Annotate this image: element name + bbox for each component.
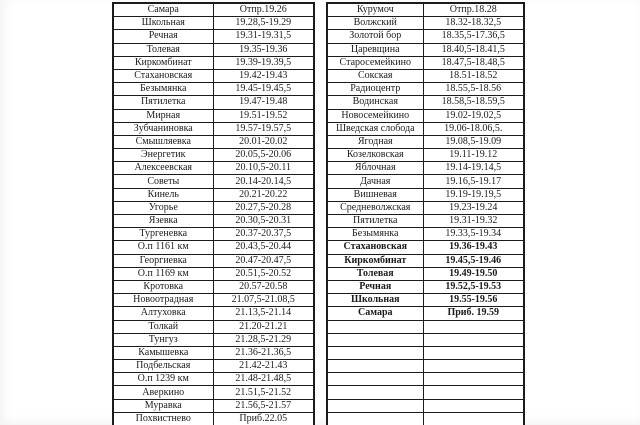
station-cell: Аверкино — [113, 386, 213, 399]
station-cell: Самара — [113, 3, 213, 17]
time-cell: 18.51-18.52 — [423, 69, 524, 82]
station-cell — [327, 373, 423, 386]
station-cell: Безымянка — [113, 83, 213, 96]
station-cell: Водинская — [327, 96, 423, 109]
table-row — [113, 267, 314, 280]
station-cell: Стахановская — [327, 241, 423, 254]
table-row — [327, 175, 524, 188]
station-cell: О.п 1169 км — [113, 267, 213, 280]
station-cell: Похвистнево — [113, 412, 213, 425]
time-cell: 21.51,5-21.52 — [213, 386, 314, 399]
station-cell: Речная — [327, 280, 423, 293]
table-row — [113, 412, 314, 425]
table-row — [327, 215, 524, 228]
table-row — [327, 109, 524, 122]
time-cell: 18.58,5-18.59,5 — [423, 96, 524, 109]
table-row — [113, 307, 314, 320]
time-cell: Приб.22.05 — [213, 412, 314, 425]
station-cell: Толевая — [327, 267, 423, 280]
table-row — [327, 412, 524, 425]
table-row — [327, 69, 524, 82]
table-row — [327, 280, 524, 293]
time-cell: 19.11-19.12 — [423, 149, 524, 162]
table-row — [113, 280, 314, 293]
time-cell: 20.43,5-20.44 — [213, 241, 314, 254]
table-row — [113, 149, 314, 162]
table-row — [113, 215, 314, 228]
time-cell: 20.05,5-20.06 — [213, 149, 314, 162]
table-row — [113, 373, 314, 386]
table-row — [327, 30, 524, 43]
table-row — [327, 17, 524, 30]
time-cell: 20.57-20.58 — [213, 280, 314, 293]
table-row — [327, 307, 524, 320]
table-row — [113, 320, 314, 333]
table-row — [113, 3, 314, 17]
station-cell — [327, 412, 423, 425]
time-cell: 19.28,5-19.29 — [213, 17, 314, 30]
time-cell: 19.06-18.06,5. — [423, 122, 524, 135]
table-row — [327, 149, 524, 162]
time-cell: 20.14-20.14,5 — [213, 175, 314, 188]
time-cell: 21.36-21.36,5 — [213, 346, 314, 359]
table-row — [113, 175, 314, 188]
table-row — [113, 294, 314, 307]
station-cell: Подбельская — [113, 360, 213, 373]
station-cell: Угорье — [113, 201, 213, 214]
station-cell: Радиоцентр — [327, 83, 423, 96]
table-row — [327, 267, 524, 280]
time-cell: 19.55-19.56 — [423, 294, 524, 307]
station-cell — [327, 320, 423, 333]
table-row — [113, 43, 314, 56]
station-cell — [327, 360, 423, 373]
time-cell: 18.47,5-18.48,5 — [423, 56, 524, 69]
table-row — [327, 399, 524, 412]
table-row — [327, 373, 524, 386]
station-cell: Камышевка — [113, 346, 213, 359]
table-row — [113, 69, 314, 82]
station-cell: Толкай — [113, 320, 213, 333]
station-cell: Стахановская — [113, 69, 213, 82]
table-row — [327, 320, 524, 333]
table-row — [113, 386, 314, 399]
time-cell: 20.37-20.37,5 — [213, 228, 314, 241]
table-row — [327, 162, 524, 175]
time-cell: 19.45-19.45,5 — [213, 83, 314, 96]
station-cell: Речная — [113, 30, 213, 43]
station-cell: Пятилетка — [327, 215, 423, 228]
time-cell: 19.08,5-19.09 — [423, 135, 524, 148]
station-cell: Школьная — [327, 294, 423, 307]
table-row — [113, 162, 314, 175]
time-cell: 19.45,5-19.46 — [423, 254, 524, 267]
timetable-return-body — [327, 3, 524, 425]
station-cell: Пятилетка — [113, 96, 213, 109]
station-cell: Тунгуз — [113, 333, 213, 346]
station-cell: Царевщина — [327, 43, 423, 56]
station-cell — [327, 399, 423, 412]
table-row — [327, 83, 524, 96]
time-cell: 20.10,5-20.11 — [213, 162, 314, 175]
time-cell — [423, 373, 524, 386]
station-cell: Зубчаниновка — [113, 122, 213, 135]
station-cell: Киркомбинат — [327, 254, 423, 267]
table-row — [113, 17, 314, 30]
table-row — [113, 346, 314, 359]
station-cell: Ягодная — [327, 135, 423, 148]
timetable-outbound-body — [113, 3, 314, 425]
time-cell: 19.14-19.14,5 — [423, 162, 524, 175]
station-cell: Новоотрадная — [113, 294, 213, 307]
time-cell: 18.32-18.32,5 — [423, 17, 524, 30]
station-cell: О.п 1239 км — [113, 373, 213, 386]
station-cell: Язевка — [113, 215, 213, 228]
timetable-return — [326, 2, 525, 425]
time-cell: 18.40,5-18.41,5 — [423, 43, 524, 56]
table-row — [113, 201, 314, 214]
table-row — [113, 333, 314, 346]
table-row — [327, 122, 524, 135]
table-row — [113, 241, 314, 254]
station-cell: Новосемейкино — [327, 109, 423, 122]
time-cell: 21.28,5-21.29 — [213, 333, 314, 346]
time-cell: 21.56,5-21.57 — [213, 399, 314, 412]
time-cell: 20.01-20.02 — [213, 135, 314, 148]
time-cell: 19.47-19.48 — [213, 96, 314, 109]
time-cell — [423, 320, 524, 333]
time-cell: 19.39-19.39,5 — [213, 56, 314, 69]
time-cell: 19.23-19.24 — [423, 201, 524, 214]
time-cell: 19.57-19.57,5 — [213, 122, 314, 135]
table-row — [113, 56, 314, 69]
table-row — [113, 122, 314, 135]
table-row — [327, 294, 524, 307]
station-cell: Безымянка — [327, 228, 423, 241]
station-cell: Кинель — [113, 188, 213, 201]
time-cell: 20.30,5-20.31 — [213, 215, 314, 228]
time-cell: Приб. 19.59 — [423, 307, 524, 320]
station-cell: Золотой бор — [327, 30, 423, 43]
time-cell: 21.42-21.43 — [213, 360, 314, 373]
station-cell: Волжский — [327, 17, 423, 30]
station-cell: О.п 1161 км — [113, 241, 213, 254]
station-cell: Смышляевка — [113, 135, 213, 148]
time-cell: 18.35,5-17.36,5 — [423, 30, 524, 43]
time-cell: 19.31-19.31,5 — [213, 30, 314, 43]
station-cell: Советы — [113, 175, 213, 188]
station-cell: Кротовка — [113, 280, 213, 293]
time-cell: 19.36-19.43 — [423, 241, 524, 254]
table-row — [113, 360, 314, 373]
station-cell: Дачная — [327, 175, 423, 188]
table-row — [327, 201, 524, 214]
table-row — [327, 56, 524, 69]
time-cell: Отпр.19.26 — [213, 3, 314, 17]
station-cell: Козелковская — [327, 149, 423, 162]
time-cell: 20.51,5-20.52 — [213, 267, 314, 280]
time-cell: 19.19-19.19,5 — [423, 188, 524, 201]
table-row — [113, 228, 314, 241]
time-cell: 19.49-19.50 — [423, 267, 524, 280]
table-row — [327, 43, 524, 56]
station-cell: Вишневая — [327, 188, 423, 201]
station-cell: Энергетик — [113, 149, 213, 162]
table-row — [327, 96, 524, 109]
station-cell: Толевая — [113, 43, 213, 56]
time-cell: 21.20-21.21 — [213, 320, 314, 333]
station-cell: Яблочная — [327, 162, 423, 175]
time-cell: 20.21-20.22 — [213, 188, 314, 201]
station-cell: Самара — [327, 307, 423, 320]
time-cell: 20.47-20.47,5 — [213, 254, 314, 267]
station-cell: Киркомбинат — [113, 56, 213, 69]
station-cell: Школьная — [113, 17, 213, 30]
time-cell — [423, 412, 524, 425]
time-cell — [423, 360, 524, 373]
table-row — [327, 254, 524, 267]
time-cell: 19.02-19.02,5 — [423, 109, 524, 122]
station-cell: Тургеневка — [113, 228, 213, 241]
time-cell: 20.27,5-20.28 — [213, 201, 314, 214]
station-cell: Шведская слобода — [327, 122, 423, 135]
table-row — [113, 135, 314, 148]
table-row — [327, 188, 524, 201]
station-cell: Муравка — [113, 399, 213, 412]
time-cell: 19.42-19.43 — [213, 69, 314, 82]
time-cell — [423, 346, 524, 359]
time-cell: 19.16,5-19.17 — [423, 175, 524, 188]
table-row — [327, 386, 524, 399]
table-row — [113, 188, 314, 201]
station-cell: Алтуховка — [113, 307, 213, 320]
time-cell: 19.33,5-19.34 — [423, 228, 524, 241]
time-cell — [423, 333, 524, 346]
time-cell: 18.55,5-18.56 — [423, 83, 524, 96]
time-cell — [423, 399, 524, 412]
table-row — [327, 135, 524, 148]
station-cell: Старосемейкино — [327, 56, 423, 69]
station-cell — [327, 386, 423, 399]
time-cell: 21.13,5-21.14 — [213, 307, 314, 320]
time-cell — [423, 386, 524, 399]
station-cell — [327, 346, 423, 359]
table-row — [327, 241, 524, 254]
table-row — [113, 96, 314, 109]
table-row — [113, 399, 314, 412]
timetable-outbound — [112, 2, 315, 425]
station-cell: Курумоч — [327, 3, 423, 17]
time-cell: Отпр.18.28 — [423, 3, 524, 17]
station-cell — [327, 333, 423, 346]
table-row — [113, 30, 314, 43]
station-cell: Сокская — [327, 69, 423, 82]
table-row — [327, 228, 524, 241]
station-cell: Средневолжская — [327, 201, 423, 214]
table-row — [327, 346, 524, 359]
table-row — [113, 254, 314, 267]
table-row — [327, 3, 524, 17]
time-cell: 19.31-19.32 — [423, 215, 524, 228]
station-cell: Георгиевка — [113, 254, 213, 267]
time-cell: 19.35-19.36 — [213, 43, 314, 56]
table-row — [113, 83, 314, 96]
time-cell: 21.07,5-21.08,5 — [213, 294, 314, 307]
station-cell: Мирная — [113, 109, 213, 122]
table-row — [113, 109, 314, 122]
table-row — [327, 333, 524, 346]
time-cell: 21.48-21.48,5 — [213, 373, 314, 386]
time-cell: 19.52,5-19.53 — [423, 280, 524, 293]
table-row — [327, 360, 524, 373]
time-cell: 19.51-19.52 — [213, 109, 314, 122]
station-cell: Алексеевская — [113, 162, 213, 175]
